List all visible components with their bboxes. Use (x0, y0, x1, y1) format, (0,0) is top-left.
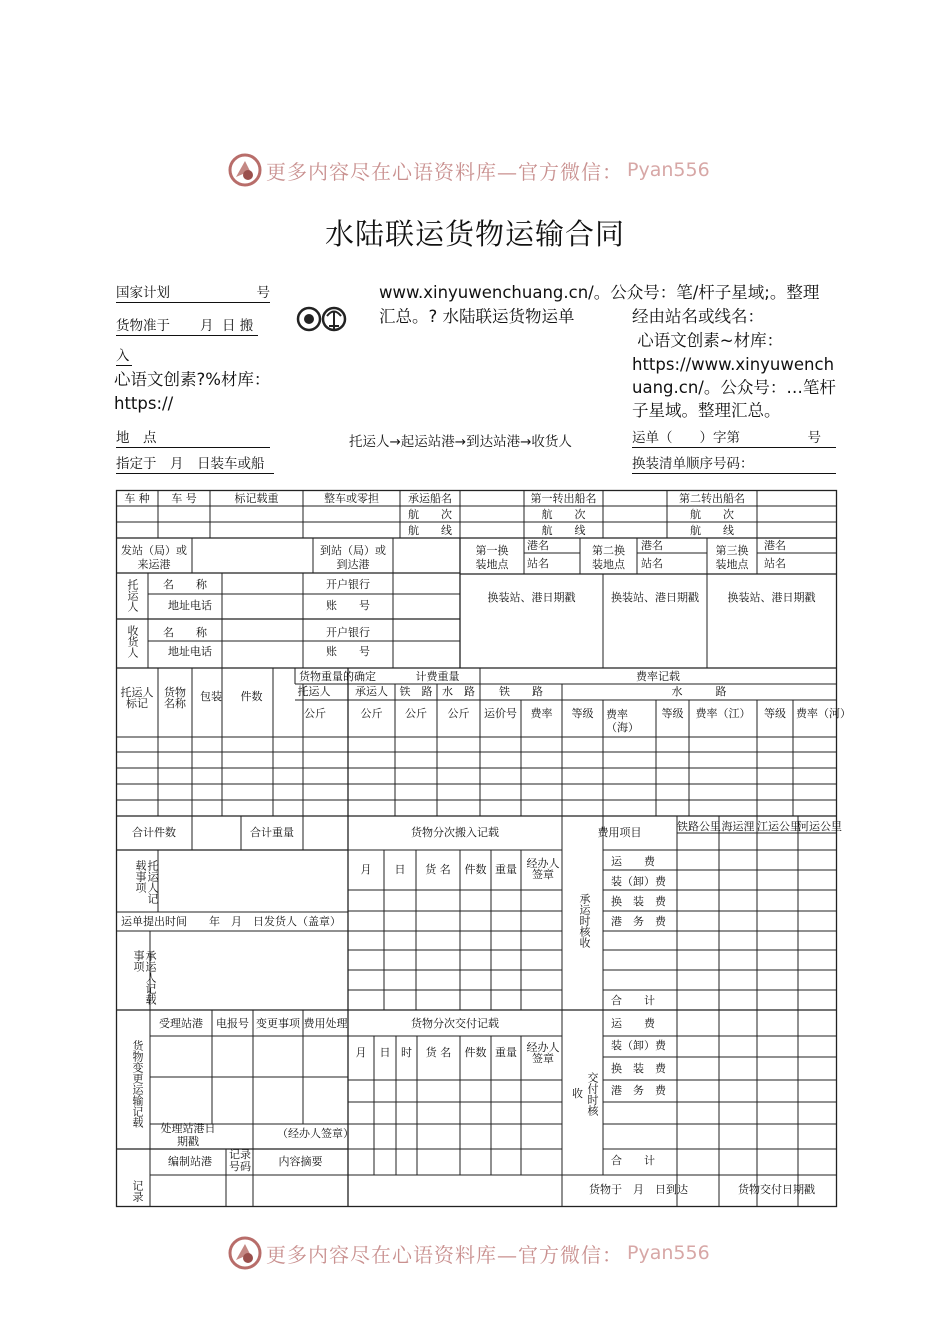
flow-text: 托运人→起运站港→到达站港→收货人 (349, 434, 572, 450)
rr-rail: 铁 路 (499, 685, 543, 698)
weight-determination: 货物重量的确定 (299, 670, 376, 683)
process-station: 处理站港日期戳 (160, 1122, 216, 1148)
grade-2: 等级 (661, 707, 684, 720)
record-no: 记录号码 (229, 1148, 251, 1173)
batch-out-agent: 经办人签章 (526, 1041, 560, 1065)
collect-label: 收 (572, 1087, 583, 1100)
by-carrier: 承运人 (355, 685, 388, 698)
total-weight: 合计重量 (250, 826, 294, 839)
trans-1: 第一换 (475, 544, 509, 557)
place-line: 地 点 (116, 429, 270, 448)
batch-in-agent: 经办人签章 (526, 857, 560, 881)
page-title: 水陆联运货物运输合同 (324, 217, 625, 251)
rr-water: 水 路 (671, 685, 727, 698)
carrier-notes: 承运人记载事项 (132, 950, 157, 1005)
tariff-no: 运价号 (484, 707, 517, 720)
approve-day: 日 搬 (222, 318, 254, 334)
billing-weight: 计费重量 (415, 670, 460, 683)
trans-3: 第三换 (715, 544, 749, 557)
route-label: 经由站名或线名： (632, 307, 764, 326)
plan-suffix: 号 (256, 285, 270, 301)
right-ad-2: https://www.xinyuwench (632, 355, 835, 374)
route-1: 航 线 (408, 524, 452, 537)
approve-month: 月 (200, 318, 214, 334)
grade-3: 等级 (764, 707, 786, 720)
transfer-list-no: 换装清单顺序号码： (632, 455, 836, 474)
batch-in-month: 月 (360, 863, 372, 876)
deliver-check: 交付时核 (586, 1072, 599, 1116)
waybill-no: 运单（ ）字第 号 (632, 429, 836, 448)
batch-out-pieces: 件数 (464, 1046, 487, 1059)
right-ad-3: uang.cn/。公众号：…笔杆 (632, 378, 836, 397)
route-2: 航 线 (541, 524, 586, 537)
to-station: 到站（局）或 (320, 544, 386, 557)
watermark-text: 更多内容尽在心语资料库—官方微信： (266, 159, 623, 184)
fee-col-he: 河运公里 (798, 820, 842, 833)
from-station: 发站（局）或 (121, 544, 187, 557)
by-shipper: 托运人 (297, 685, 331, 698)
center-ad-1: www.xinyuwenchuang.cn/。公众号：笔/杆子星域;。整理 (379, 283, 820, 302)
stamp-3: 换装站、港日期戳 (727, 591, 816, 604)
approve-cont: 入 (116, 347, 132, 366)
total-pieces: 合计件数 (132, 826, 176, 839)
batch-in-day: 日 (394, 863, 406, 876)
batch-in-pieces: 件数 (464, 863, 487, 876)
fee-item: 费用项目 (597, 826, 642, 839)
car-type: 车 种 (124, 492, 150, 505)
rate-rail: 费率 (530, 707, 553, 720)
rate-record: 费率记载 (636, 670, 680, 683)
batch-in-title: 货物分次搬入记载 (411, 826, 499, 839)
fee-freight-2: 运 费 (611, 1017, 655, 1030)
car-no: 车 号 (171, 492, 197, 505)
shipper-label: 托运人 (126, 579, 139, 612)
batch-out-day: 日 (379, 1046, 391, 1059)
fee-port-1: 港 务 费 (611, 915, 666, 928)
stamp-1: 换装站、港日期戳 (487, 591, 576, 604)
right-ad-1: 心语文创素~材库： (632, 331, 784, 350)
full-or-partial: 整车或零担 (324, 492, 379, 505)
kg-2: 公斤 (360, 707, 383, 720)
from-port: 来运港 (137, 558, 171, 571)
trans-2-place: 装地点 (592, 558, 625, 571)
fee-total-1: 合 计 (611, 994, 655, 1007)
approve-label: 货物准于 (116, 318, 170, 334)
left-ad-2: https:// (114, 394, 174, 413)
arrival-date: 货物于 月 日到达 (589, 1183, 688, 1196)
fee-col-sea: 海运浬 (721, 820, 755, 833)
station-3: 站名 (764, 557, 786, 570)
second-ship: 第二转出船名 (679, 492, 745, 505)
telegram-no: 电报号 (216, 1017, 249, 1030)
pieces: 件数 (240, 690, 263, 703)
shipper-mark: 托运人标记 (120, 686, 154, 710)
carrier-check: 承运时核收 (578, 893, 591, 948)
shipper-account: 账 号 (326, 599, 370, 612)
batch-in-goods: 货 名 (425, 863, 451, 876)
consignee-addr: 地址电话 (168, 645, 212, 658)
trans-2: 第二换 (592, 544, 625, 557)
fee-col-rail: 铁路公里 (677, 820, 721, 833)
packing: 包装 (200, 690, 222, 703)
designate-line: 指定于 月 日装车或船 (116, 455, 274, 474)
kg-3: 公斤 (405, 707, 427, 720)
voyage-2: 航 次 (541, 508, 586, 521)
right-ad-4: 子星域。整理汇总。 (632, 401, 781, 420)
kg-4: 公斤 (447, 707, 470, 720)
batch-out-title: 货物分次交付记载 (411, 1017, 499, 1030)
batch-out-goods: 货 名 (425, 1046, 452, 1059)
left-ad-1: 心语文创素?%材库： (114, 370, 271, 389)
shipper-name: 名 称 (163, 578, 207, 591)
consignee-name: 名 称 (163, 626, 207, 639)
trans-3-place: 装地点 (715, 558, 749, 571)
fee-port-2: 港 务 费 (611, 1084, 666, 1097)
plan-label: 国家计划 (116, 285, 170, 301)
voyage-3: 航 次 (690, 508, 734, 521)
port-1: 港名 (527, 539, 549, 552)
grade-1: 等级 (571, 707, 594, 720)
fee-freight-1: 运 费 (611, 855, 655, 868)
watermark-text: 更多内容尽在心语资料库—官方微信： (266, 1242, 623, 1267)
port-3: 港名 (764, 539, 786, 552)
fee-loading-2: 装（卸）费 (611, 1039, 666, 1052)
fee-col-river: 江运公里 (757, 820, 801, 833)
fee-transfer-2: 换 装 费 (611, 1062, 666, 1075)
rate-river: 费率（江） (695, 707, 751, 720)
fee-handling: 费用处理 (303, 1017, 348, 1030)
accept-station: 受理站港 (159, 1017, 203, 1030)
center-ad-2: 汇总。? 水陆联运货物运单 (379, 307, 575, 326)
route-3: 航 线 (690, 524, 734, 537)
record-label: 记录 (131, 1180, 144, 1202)
shipper-addr: 地址电话 (168, 599, 212, 612)
watermark-id: Pyan556 (627, 1242, 710, 1264)
carrier-ship: 承运船名 (408, 492, 452, 505)
content-summary: 内容摘要 (278, 1155, 323, 1168)
compile-station: 编制站港 (168, 1155, 212, 1168)
change-record: 货物变更运输记载 (131, 1040, 144, 1128)
goods-name: 货物名称 (164, 686, 186, 710)
shipper-notes: 托运人记载事项 (134, 860, 159, 904)
consignee-account: 账 号 (326, 645, 370, 658)
batch-out-weight: 重量 (495, 1046, 517, 1059)
port-2: 港名 (641, 539, 663, 552)
shipper-bank: 开户银行 (326, 578, 370, 591)
first-ship: 第一转出船名 (530, 492, 597, 505)
to-port: 到达港 (336, 558, 370, 571)
trans-1-place: 装地点 (475, 558, 509, 571)
consignee-label: 收货人 (126, 625, 139, 658)
rate-he: 费率（河） (796, 707, 851, 720)
fee-total-2: 合 计 (611, 1154, 655, 1167)
delivery-stamp: 货物交付日期戳 (738, 1183, 815, 1196)
batch-out-hour: 时 (401, 1046, 412, 1059)
voyage-1: 航 次 (408, 508, 452, 521)
consignee-bank: 开户银行 (326, 626, 370, 639)
stamp-2: 换装站、港日期戳 (611, 591, 699, 604)
change-item: 变更事项 (256, 1017, 300, 1030)
bw-water: 水 路 (442, 685, 475, 698)
station-1: 站名 (527, 557, 549, 570)
batch-in-weight: 重量 (495, 863, 517, 876)
agent-sign: （经办人签章） (277, 1127, 354, 1140)
kg-1: 公斤 (304, 707, 326, 720)
bw-rail: 铁 路 (399, 685, 433, 698)
station-2: 站名 (641, 557, 663, 570)
rate-sea: 费率（海） (606, 708, 639, 734)
submit-time: 运单提出时间 年 月 日发货人（盖章） (121, 915, 341, 928)
mark-load: 标记载重 (234, 492, 279, 505)
watermark-id: Pyan556 (627, 159, 710, 181)
fee-loading-1: 装（卸）费 (611, 875, 666, 888)
fee-transfer-1: 换 装 费 (611, 895, 666, 908)
batch-out-month: 月 (355, 1046, 367, 1059)
